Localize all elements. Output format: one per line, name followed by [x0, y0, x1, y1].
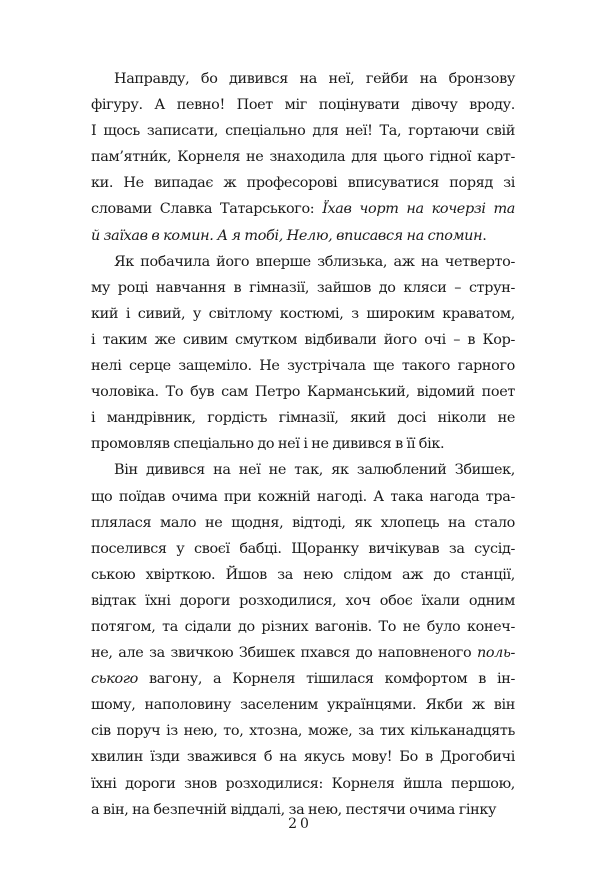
- text-segment: що поїдав очима при кожній нагоді. А така нагода тра-: [91, 488, 515, 505]
- text-segment: словами Славка Татарського:: [91, 201, 323, 218]
- italic-text: поль-: [476, 645, 515, 662]
- text-line: [91, 170, 515, 196]
- text-line: [91, 640, 515, 666]
- text-segment: шому, наполовину заселеним українцями. Якби ж він: [91, 697, 515, 714]
- text-segment: чоловіка. То був сам Петро Карманський, відомий поет: [91, 384, 515, 401]
- text-line: [91, 484, 515, 510]
- text-line: [91, 379, 515, 405]
- text-line: [91, 405, 515, 431]
- text-segment: му році навчання в гімназії, зайшов до кляси – струн-: [91, 279, 515, 296]
- text-segment: Направду, бо дивився на неї, гейби на бронзову: [114, 71, 515, 87]
- text-line: [91, 457, 515, 483]
- text-segment: плялася мало не щодня, відтоді, як хлопець на стало: [91, 514, 515, 531]
- text-segment: ською хвірткою. Йшов за нею слідом аж до станції,: [91, 566, 515, 583]
- text-segment: ки. Не випадає ж професорові вписуватися поряд зі: [91, 175, 515, 192]
- text-segment: .: [482, 227, 487, 244]
- text-line: [91, 66, 515, 92]
- text-line: [91, 196, 515, 222]
- italic-text: Їхав чорт на кочерзі та: [322, 201, 515, 218]
- text-segment: поселився у своєї бабці. Щоранку вичікував за сусід-: [91, 540, 515, 557]
- text-line: [91, 275, 515, 301]
- text-line: [91, 771, 515, 797]
- text-segment: хвилин їзди зважився б на якусь мову! Бо в Дрогобичі: [91, 749, 515, 766]
- text-segment: І щось записати, спеціально для неї! Та, гортаючи свій: [91, 123, 515, 140]
- text-segment: відтак їхні дороги розходилися, хоч обоє їхали одним: [91, 592, 515, 609]
- text-line: [91, 92, 515, 118]
- text-line: [91, 614, 515, 640]
- text-segment: промовляв спеціально до неї і не дивився в її бік.: [91, 436, 445, 453]
- text-segment: сів поруч із нею, то, хтозна, може, за тих кільканадцять: [91, 723, 515, 740]
- text-line: [91, 692, 515, 718]
- text-line: [91, 536, 515, 562]
- text-segment: фігуру. А певно! Поет міг поцінувати дівочу вроду.: [91, 97, 515, 114]
- text-segment: потягом, та сідали до різних вагонів. То не було конеч-: [91, 618, 515, 635]
- text-segment: а він, на безпечній віддалі, за нею, пестячи очима гінку: [91, 801, 497, 818]
- paragraph: [91, 249, 515, 458]
- text-segment: не, але за звичкою Збишек пхався до наповненого: [91, 645, 477, 662]
- body-text: [91, 66, 515, 823]
- page-number: 20: [288, 816, 312, 832]
- text-line: [91, 144, 515, 170]
- text-line: [91, 666, 515, 692]
- text-segment: їхні дороги знов розходилися: Корнеля йшла першою,: [91, 775, 515, 792]
- text-line: [91, 118, 515, 144]
- italic-text: й заїхав в комин. А я тобі, Нелю, вписався на спомин: [91, 227, 483, 244]
- text-segment: і таким же сивим смутком відбивали його очі – в Кор-: [91, 331, 515, 348]
- text-line: [91, 510, 515, 536]
- text-line: [91, 353, 515, 379]
- text-line: [91, 431, 515, 457]
- text-segment: і мандрівник, гордість гімназії, який досі ніколи не: [91, 410, 515, 427]
- text-line: [91, 327, 515, 353]
- text-line: [91, 249, 515, 275]
- text-segment: нелі серце защеміло. Не зустрічала ще такого гарного: [91, 358, 515, 375]
- text-segment: Він дивився на неї не так, як залюблений Збишек,: [114, 462, 515, 479]
- text-segment: пам’ятни́к, Корнеля не знаходила для цього гідної карт-: [91, 149, 515, 166]
- text-line: [91, 562, 515, 588]
- text-line: [91, 744, 515, 770]
- text-segment: вагону, а Корнеля тішилася комфортом в ін-: [138, 671, 515, 688]
- text-line: [91, 223, 515, 249]
- paragraph: [91, 66, 515, 249]
- text-line: [91, 718, 515, 744]
- text-segment: кий і сивий, у світлому костюмі, з широким краватом,: [91, 305, 515, 322]
- text-line: [91, 301, 515, 327]
- paragraph: [91, 457, 515, 822]
- italic-text: ського: [91, 671, 138, 688]
- text-line: [91, 588, 515, 614]
- text-segment: Як побачила його вперше зблизька, аж на четверто-: [114, 253, 515, 270]
